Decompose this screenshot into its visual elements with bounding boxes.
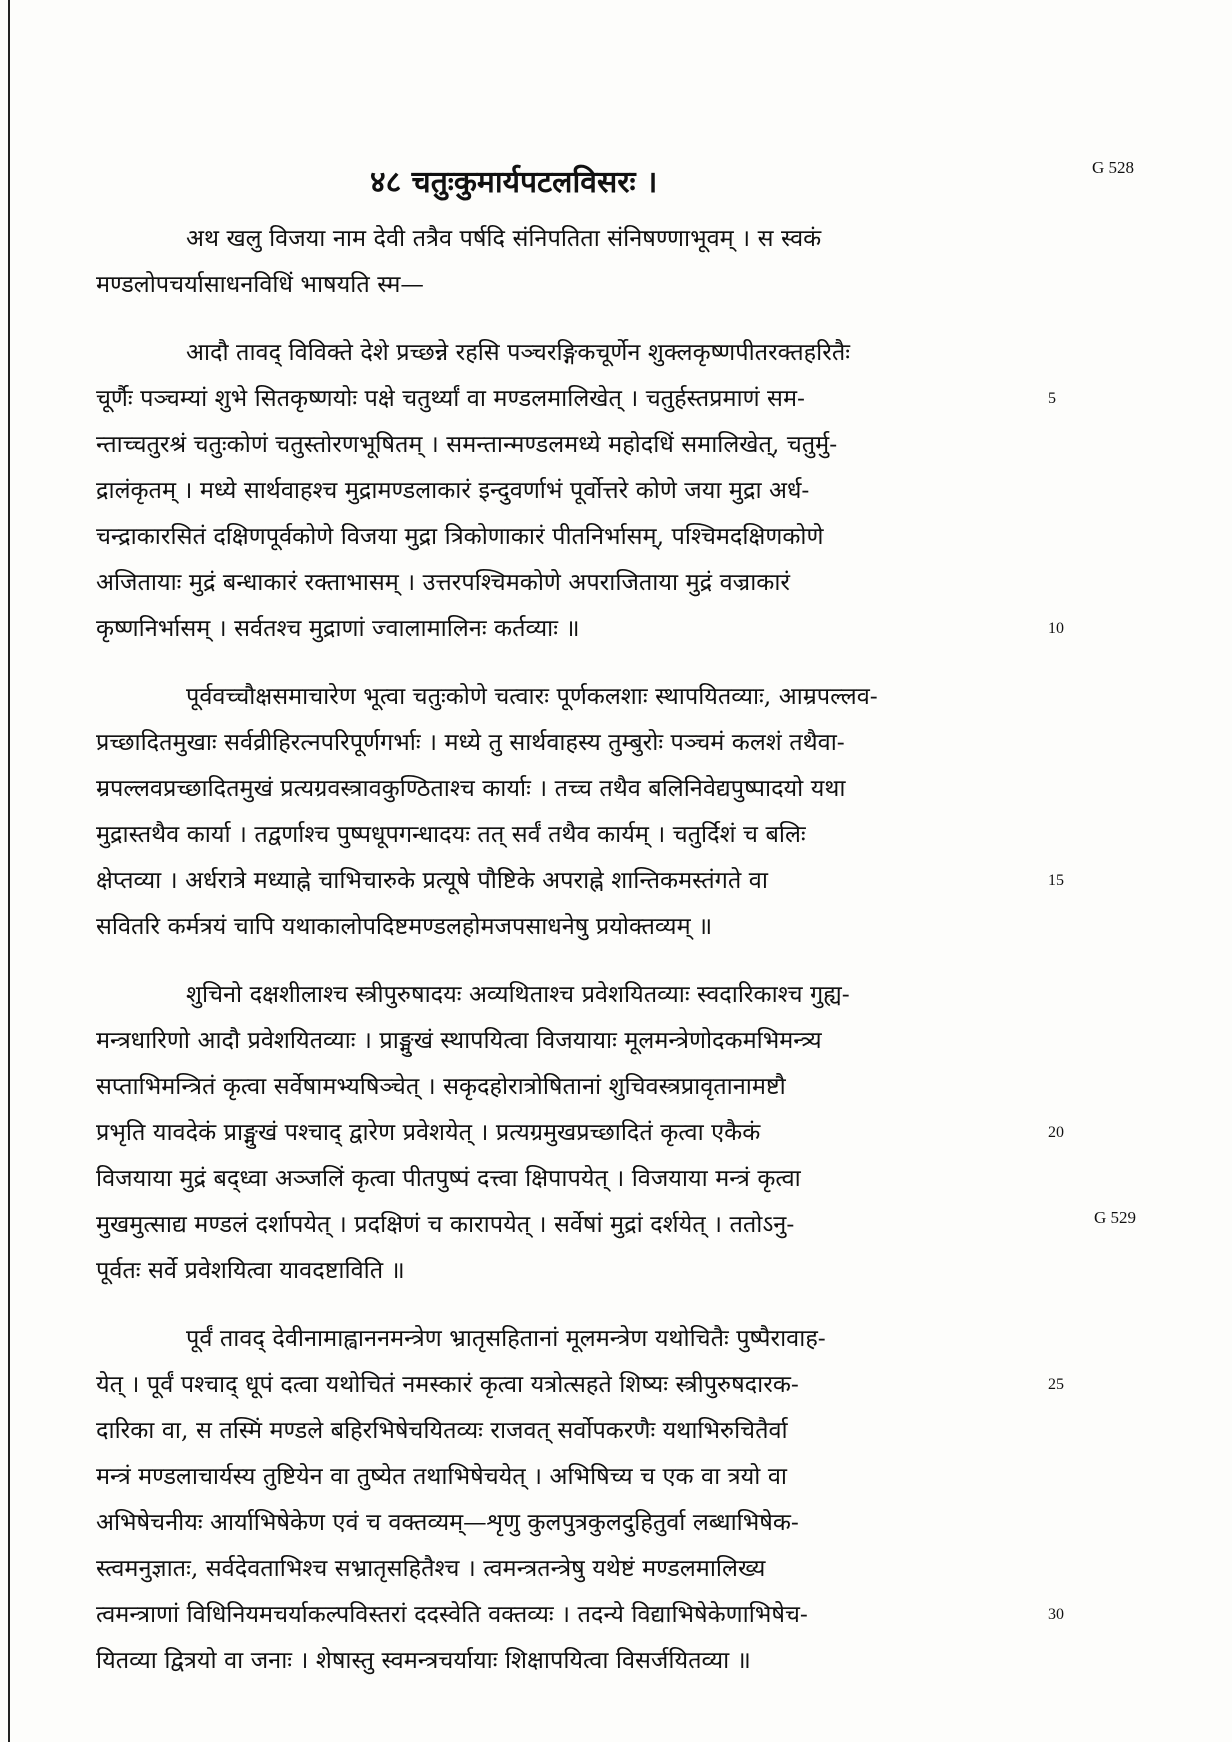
text-line: दारिका वा, स तस्मिं मण्डले बहिरभिषेचयितव्यः राजवत् सर्वोपकरणैः यथाभिरुचितैर्वा — [96, 1416, 788, 1444]
line-number: 20 — [1048, 1124, 1064, 1141]
text-line: पूर्वं तावद् देवीनामाह्वाननमन्त्रेण भ्रातृसहितानां मूलमन्त्रेण यथोचितैः पुष्पैरावाह- — [186, 1324, 826, 1352]
text-line: न्ताच्चतुरश्रं चतुःकोणं चतुस्तोरणभूषितम् । समन्तान्मण्डलमध्ये महोदधिं समालिखेत्, चतुर्मु- — [96, 430, 838, 458]
text-line: मन्त्रं मण्डलाचार्यस्य तुष्टियेन वा तुष्येत तथाभिषेचयेत् । अभिषिच्य च एक वा त्रयो वा — [96, 1462, 787, 1490]
text-line: विजयाया मुद्रं बद्ध्वा अञ्जलिं कृत्वा पीतपुष्पं दत्त्वा क्षिपापयेत् । विजयाया मन्त्रं कृत्वा — [96, 1164, 801, 1192]
text-line: चन्द्राकारसितं दक्षिणपूर्वकोणे विजया मुद्रा त्रिकोणाकारं पीतनिर्भासम्, पश्चिमदक्षिणकोणे — [96, 522, 824, 550]
text-line: येत् । पूर्वं पश्चाद् धूपं दत्वा यथोचितं नमस्कारं कृत्वा यत्रोत्सहते शिष्यः स्त्रीपुरुषदारक- — [96, 1370, 799, 1398]
text-line: सवितरि कर्मत्रयं चापि यथाकालोपदिष्टमण्डलहोमजपसाधनेषु प्रयोक्तव्यम् ॥ — [96, 912, 713, 940]
text-line: कृष्णनिर्भासम् । सर्वतश्च मुद्राणां ज्वालामालिनः कर्तव्याः ॥ — [96, 614, 580, 642]
text-line: शुचिनो दक्षशीलाश्च स्त्रीपुरुषादयः अव्यथिताश्च प्रवेशयितव्याः स्वदारिकाश्च गुह्य- — [186, 980, 850, 1008]
line-number: 15 — [1048, 872, 1064, 889]
text-line: प्रभृति यावदेकं प्राङ्मुखं पश्चाद् द्वारेण प्रवेशयेत् । प्रत्यग्रमुखप्रच्छादितं कृत्वा एकैकं — [96, 1118, 761, 1146]
text-line: प्रच्छादितमुखाः सर्वव्रीहिरत्नपरिपूर्णगर्भाः । मध्ये तु सार्थवाहस्य तुम्बुरोः पञ्चमं कलशं तथैवा- — [96, 728, 845, 756]
text-line: स्त्वमनुज्ञातः, सर्वदेवताभिश्च सभ्रातृसहितैश्च । त्वमन्त्रतन्त्रेषु यथेष्टं मण्डलमालिख्य — [96, 1554, 766, 1582]
line-number: 5 — [1048, 390, 1056, 407]
text-line: अभिषेचनीयः आर्याभिषेकेण एवं च वक्तव्यम्—शृणु कुलपुत्रकुलदुहितुर्वा लब्धाभिषेक- — [96, 1508, 799, 1536]
text-line: पूर्वतः सर्वे प्रवेशयित्वा यावदष्टाविति ॥ — [96, 1256, 405, 1284]
line-number: 10 — [1048, 620, 1064, 637]
text-line: चूर्णैः पञ्चम्यां शुभे सितकृष्णयोः पक्षे चतुर्थ्यां वा मण्डलमालिखेत् । चतुर्हस्तप्रमाणं सम- — [96, 384, 805, 412]
text-line: यितव्या द्वित्रयो वा जनाः । शेषास्तु स्वमन्त्रचर्यायाः शिक्षापयित्वा विसर्जयितव्या ॥ — [96, 1646, 751, 1674]
text-line: मुखमुत्साद्य मण्डलं दर्शापयेत् । प्रदक्षिणं च कारापयेत् । सर्वेषां मुद्रां दर्शयेत् । ततोऽनु- — [96, 1210, 795, 1238]
text-line: अजितायाः मुद्रं बन्धाकारं रक्ताभासम् । उत्तरपश्चिमकोणे अपराजिताया मुद्रं वज्राकारं — [96, 568, 791, 596]
text-line: त्वमन्त्राणां विधिनियमचर्याकल्पविस्तरां ददस्वेति वक्तव्यः । तदन्ये विद्याभिषेकेणाभिषेच- — [96, 1600, 808, 1628]
text-line: क्षेप्तव्या । अर्धरात्रे मध्याह्ने चाभिचारुके प्रत्यूषे पौष्टिके अपराह्ने शान्तिकमस्तंगते वा — [96, 866, 768, 894]
text-line: मण्डलोपचर्यासाधनविधिं भाषयति स्म— — [96, 270, 424, 298]
text-line: पूर्ववच्चौक्षसमाचारेण भूत्वा चतुःकोणे चत्वारः पूर्णकलशाः स्थापयितव्याः, आम्रपल्लव- — [186, 682, 878, 710]
line-number: 30 — [1048, 1606, 1064, 1623]
line-number: 25 — [1048, 1376, 1064, 1393]
margin-ref-g529: G 529 — [1094, 1208, 1137, 1227]
text-line: मन्त्रधारिणो आदौ प्रवेशयितव्याः । प्राङ्मुखं स्थापयित्वा विजयायाः मूलमन्त्रेणोदकमभिमन्त्र्य — [96, 1026, 822, 1054]
text-line: आदौ तावद् विविक्ते देशे प्रच्छन्ने रहसि पञ्चरङ्गिकचूर्णेन शुक्लकृष्णपीतरक्तहरितैः — [186, 338, 850, 366]
text-line: द्रालंकृतम् । मध्ये सार्थवाहश्च मुद्रामण्डलाकारं इन्दुवर्णाभं पूर्वोत्तरे कोणे जया मुद्रा अर्ध- — [96, 476, 810, 504]
text-line: सप्ताभिमन्त्रितं कृत्वा सर्वेषामभ्यषिञ्चेत् । सकृदहोरात्रोषितानां शुचिवस्त्रप्रावृतानामष्टौ — [96, 1072, 786, 1100]
page-edge-rule — [8, 0, 10, 1742]
chapter-heading: ४८ चतुःकुमार्यपटलविसरः । — [370, 165, 658, 200]
text-line: म्रपल्लवप्रच्छादितमुखं प्रत्यग्रवस्त्रावकुण्ठिताश्च कार्याः । तच्च तथैव बलिनिवेद्यपुष्पादयो यथा — [96, 774, 846, 802]
text-line: मुद्रास्तथैव कार्या । तद्वर्णाश्च पुष्पधूपगन्धादयः तत् सर्वं तथैव कार्यम् । चतुर्दिशं च बलिः — [96, 820, 806, 848]
text-line: अथ खलु विजया नाम देवी तत्रैव पर्षदि संनिपतिता संनिषण्णाभूवम् । स स्वकं — [186, 224, 822, 252]
margin-ref-g528: G 528 — [1092, 158, 1135, 177]
